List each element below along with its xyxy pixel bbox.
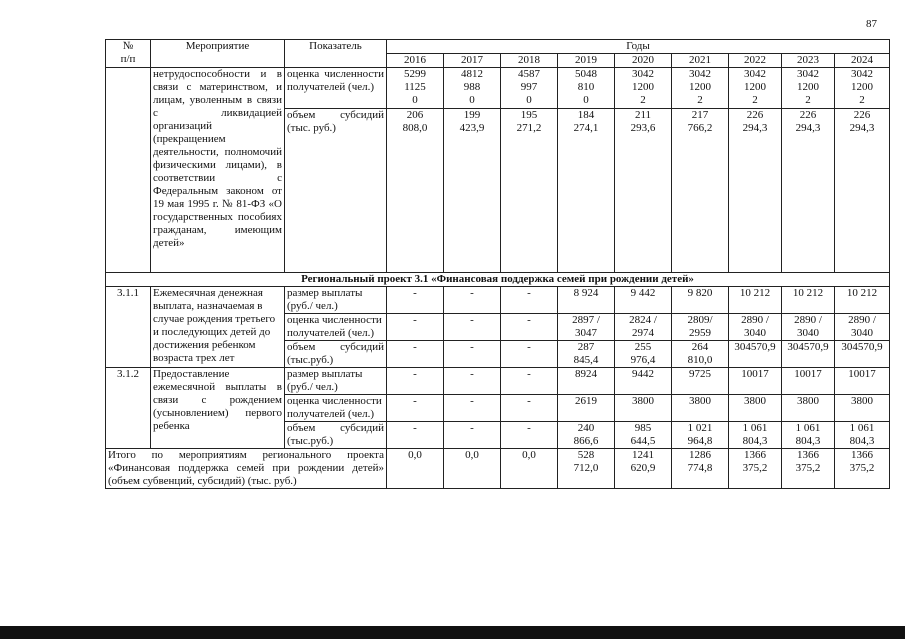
value-cell: 9442 [615,368,672,395]
value-cell: 217 766,2 [672,109,729,273]
header-event: Мероприятие [151,40,285,68]
value-cell: 3042 1200 2 [615,68,672,109]
table-row [106,68,890,109]
page-number: 87 [866,18,877,30]
value-cell: - [501,314,558,341]
value-cell: - [387,341,444,368]
value-cell: 195 271,2 [501,109,558,273]
value-cell: 226 294,3 [835,109,890,273]
value-cell: 9 820 [672,287,729,314]
indicator-cell: объем субсидий (тыс. руб.) [285,109,387,273]
value-cell: 1 061 804,3 [729,422,782,449]
value-cell: 2824 / 2974 [615,314,672,341]
year-2018: 2018 [501,54,558,68]
value-cell: - [501,422,558,449]
event-cell: Предоставление ежемесячной выплаты в связи с рождением (усыновлением) первого ребенка [151,368,285,449]
value-cell: 3800 [782,395,835,422]
indicator-cell: объем субсидий (тыс.руб.) [285,422,387,449]
total-value: 0,0 [444,449,501,489]
value-cell: 10017 [835,368,890,395]
value-cell: 3042 1200 2 [729,68,782,109]
value-cell: 3800 [672,395,729,422]
value-cell: 4812 988 0 [444,68,501,109]
total-value: 1241 620,9 [615,449,672,489]
total-value: 0,0 [501,449,558,489]
value-cell: 10017 [729,368,782,395]
value-cell: 304570,9 [835,341,890,368]
year-2016: 2016 [387,54,444,68]
value-cell: 2619 [558,395,615,422]
event-cell: Ежемесячная денежная выплата, назначаемая в случае рождения третьего и последующих детей до достижения ребенком возраста трех лет [151,287,285,368]
value-cell: - [387,395,444,422]
row-num: 3.1.1 [106,287,151,368]
value-cell: 264 810,0 [672,341,729,368]
value-cell: - [387,422,444,449]
value-cell: - [387,314,444,341]
value-cell: 8924 [558,368,615,395]
value-cell: 10 212 [782,287,835,314]
table-row [106,368,890,395]
value-cell: 2897 / 3047 [558,314,615,341]
value-cell: 240 866,6 [558,422,615,449]
value-cell: 5048 810 0 [558,68,615,109]
total-value: 1366 375,2 [729,449,782,489]
total-row [106,449,890,489]
year-2024: 2024 [835,54,890,68]
value-cell: 255 976,4 [615,341,672,368]
year-2017: 2017 [444,54,501,68]
indicator-cell: размер выплаты (руб./ чел.) [285,368,387,395]
indicator-cell: объем субсидий (тыс.руб.) [285,341,387,368]
value-cell: - [501,341,558,368]
value-cell: 226 294,3 [729,109,782,273]
value-cell: 10 212 [835,287,890,314]
value-cell: - [444,368,501,395]
value-cell: - [387,287,444,314]
value-cell: 2890 / 3040 [729,314,782,341]
value-cell: 3042 1200 2 [672,68,729,109]
value-cell: 9725 [672,368,729,395]
value-cell: - [501,395,558,422]
header-indicator: Показатель [285,40,387,68]
value-cell: - [501,368,558,395]
value-cell: - [444,395,501,422]
value-cell: 3800 [835,395,890,422]
year-2023: 2023 [782,54,835,68]
year-2021: 2021 [672,54,729,68]
value-cell: 184 274,1 [558,109,615,273]
value-cell: - [444,314,501,341]
value-cell: 10017 [782,368,835,395]
value-cell: 3800 [615,395,672,422]
value-cell: 5299 1125 0 [387,68,444,109]
total-value: 1366 375,2 [835,449,890,489]
indicator-cell: оценка численности получателей (чел.) [285,68,387,109]
year-2019: 2019 [558,54,615,68]
value-cell: 2890 / 3040 [835,314,890,341]
total-value: 1286 774,8 [672,449,729,489]
row-num: 3.1.2 [106,368,151,449]
value-cell: 304570,9 [782,341,835,368]
subsidy-table [105,39,890,489]
value-cell: 199 423,9 [444,109,501,273]
value-cell: 287 845,4 [558,341,615,368]
value-cell: - [387,368,444,395]
value-cell: - [444,287,501,314]
value-cell: 8 924 [558,287,615,314]
value-cell: 1 061 804,3 [782,422,835,449]
value-cell: - [444,341,501,368]
total-label: Итого по мероприятиям регионального проекта «Финансовая поддержка семей при рождении детей» (объем субвенций, субсидий) (тыс. руб.) [106,449,387,489]
header-row [106,40,890,54]
section-row [106,273,890,287]
value-cell: - [444,422,501,449]
value-cell: 1 061 804,3 [835,422,890,449]
value-cell: 9 442 [615,287,672,314]
value-cell: 2809/ 2959 [672,314,729,341]
year-2020: 2020 [615,54,672,68]
indicator-cell: размер выплаты (руб./ чел.) [285,287,387,314]
indicator-cell: оценка численности получателей (чел.) [285,314,387,341]
value-cell: 206 808,0 [387,109,444,273]
indicator-cell: оценка численности получателей (чел.) [285,395,387,422]
value-cell: 211 293,6 [615,109,672,273]
total-value: 0,0 [387,449,444,489]
value-cell: 2890 / 3040 [782,314,835,341]
scan-bottom-edge [0,626,905,639]
value-cell: 226 294,3 [782,109,835,273]
table-row [106,287,890,314]
value-cell: 3800 [729,395,782,422]
value-cell: 304570,9 [729,341,782,368]
year-2022: 2022 [729,54,782,68]
section-title: Региональный проект 3.1 «Финансовая поддержка семей при рождении детей» [106,273,890,287]
value-cell: 985 644,5 [615,422,672,449]
event-cell: нетрудоспособности и в связи с материнством, и лицам, уволенным в связи с ликвидацией организаций (прекращением деятельности, полномочий физическими лицами), в соответствии с Федеральным законом от 19 мая 1995 г. № 81-ФЗ «О государственных пособиях гражданам, имеющим детей» [151,68,285,273]
header-years: Годы [387,40,890,54]
value-cell: 10 212 [729,287,782,314]
row-num-empty [106,68,151,273]
value-cell: 4587 997 0 [501,68,558,109]
value-cell: 1 021 964,8 [672,422,729,449]
header-num: № п/п [106,40,151,68]
value-cell: 3042 1200 2 [835,68,890,109]
value-cell: - [501,287,558,314]
value-cell: 3042 1200 2 [782,68,835,109]
total-value: 528 712,0 [558,449,615,489]
total-value: 1366 375,2 [782,449,835,489]
